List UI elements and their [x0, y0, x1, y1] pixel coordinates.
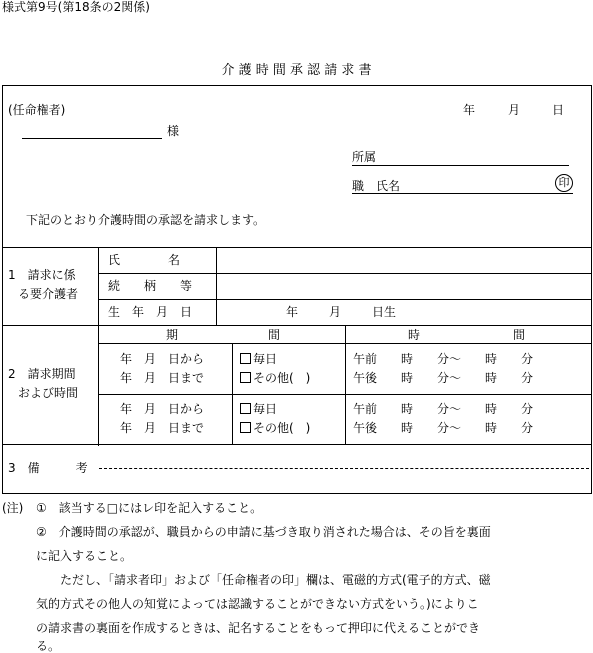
- frame-top: [2, 85, 592, 86]
- time-header-2: 間: [513, 328, 526, 342]
- block2-daily-checkbox[interactable]: [240, 403, 251, 414]
- label-column-divider: [98, 247, 99, 446]
- note-2-line2: に記入すること。: [36, 549, 133, 563]
- date-month[interactable]: 月: [508, 103, 521, 117]
- block2-date-to[interactable]: 年 月 日まで: [120, 421, 205, 435]
- block1-daily-checkbox[interactable]: [240, 353, 251, 364]
- block1-am-time[interactable]: 午前 時 分～ 時 分: [353, 352, 534, 366]
- section3-top: [2, 444, 592, 445]
- time-header-1: 時: [408, 328, 421, 342]
- remarks-field[interactable]: [99, 468, 589, 469]
- block1-other-label: その他( ): [253, 371, 311, 385]
- section2-top: [2, 325, 592, 326]
- section1-row1-line: [98, 273, 592, 274]
- block2-daily-label: 毎日: [253, 402, 278, 416]
- period-time-divider: [345, 325, 346, 444]
- section1-top: [2, 247, 592, 248]
- seal-mark: 印: [555, 174, 573, 192]
- section1-row2-line: [98, 299, 592, 300]
- block2-other-checkbox[interactable]: [240, 422, 251, 433]
- block1-daily-option[interactable]: [240, 353, 277, 365]
- note-3-line4: る。: [36, 639, 61, 653]
- section1-label-2: る要介護者: [18, 287, 79, 301]
- name-label: 職 氏名: [352, 179, 401, 193]
- notes-prefix: (注): [2, 501, 24, 515]
- block1-date-from[interactable]: 年 月 日から: [120, 352, 205, 366]
- period-header-1: 期: [166, 328, 179, 342]
- row-label-relation: 続 柄 等: [108, 279, 193, 293]
- block1-date-to[interactable]: 年 月 日まで: [120, 371, 205, 385]
- frame-left: [2, 85, 3, 493]
- block2-other-label: その他( ): [253, 421, 311, 435]
- birth-month[interactable]: 月: [329, 305, 342, 319]
- form-number: 様式第9号(第18条の2関係): [2, 0, 150, 14]
- block2-daily-option[interactable]: [240, 403, 277, 415]
- affiliation-label: 所属: [352, 150, 377, 164]
- frame-right: [591, 85, 592, 493]
- appointer-name-line[interactable]: [22, 138, 162, 139]
- affiliation-field[interactable]: [352, 165, 569, 166]
- note-1: ① 該当する□にはレ印を記入すること。: [36, 501, 263, 515]
- sama-label: 様: [167, 124, 180, 138]
- block1-other-checkbox[interactable]: [240, 372, 251, 383]
- row-label-birthdate: 生 年 月 日: [108, 305, 193, 319]
- date-year[interactable]: 年: [463, 103, 476, 117]
- note-2-line1: ② 介護時間の承認が、職員からの申請に基づき取り消された場合は、その旨を裏面: [36, 525, 491, 539]
- row-label-name: 氏 名: [108, 253, 181, 267]
- section1-field-divider: [216, 247, 217, 325]
- form-title: 介 護 時 間 承 認 請 求 書: [221, 63, 372, 78]
- section1-label-1: 1 請求に係: [8, 268, 76, 282]
- birth-year[interactable]: 年: [286, 305, 299, 319]
- block1-daily-label: 毎日: [253, 352, 278, 366]
- name-field[interactable]: [352, 193, 573, 194]
- section2-label-1: 2 請求期間: [8, 367, 76, 381]
- birth-day[interactable]: 日生: [372, 305, 397, 319]
- block1-pm-time[interactable]: 午後 時 分～ 時 分: [353, 371, 534, 385]
- note-3-line1: ただし、「請求者印」および「任命権者の印」欄は、電磁的方式(電子的方式、磁: [60, 573, 491, 587]
- block2-other-option[interactable]: [240, 422, 310, 434]
- appointer-label: (任命権者): [8, 103, 66, 117]
- note-3-line3: の請求書の裏面を作成するときは、記名することをもって押印に代えることができ: [36, 621, 481, 635]
- period-header-2: 間: [268, 328, 281, 342]
- block2-pm-time[interactable]: 午後 時 分～ 時 分: [353, 421, 534, 435]
- section2-label-2: および時間: [18, 386, 79, 400]
- note-3-line2: 気的方式その他人の知覚によっては認識することができない方式をいう。)によりこ: [36, 597, 479, 611]
- section3-label: 3 備 考: [8, 461, 88, 475]
- date-option-divider: [232, 343, 233, 444]
- block2-am-time[interactable]: 午前 時 分～ 時 分: [353, 402, 534, 416]
- date-day[interactable]: 日: [552, 103, 565, 117]
- request-text: 下記のとおり介護時間の承認を請求します。: [26, 213, 266, 227]
- block1-other-option[interactable]: [240, 372, 310, 384]
- frame-bottom: [2, 493, 592, 494]
- block2-date-from[interactable]: 年 月 日から: [120, 402, 205, 416]
